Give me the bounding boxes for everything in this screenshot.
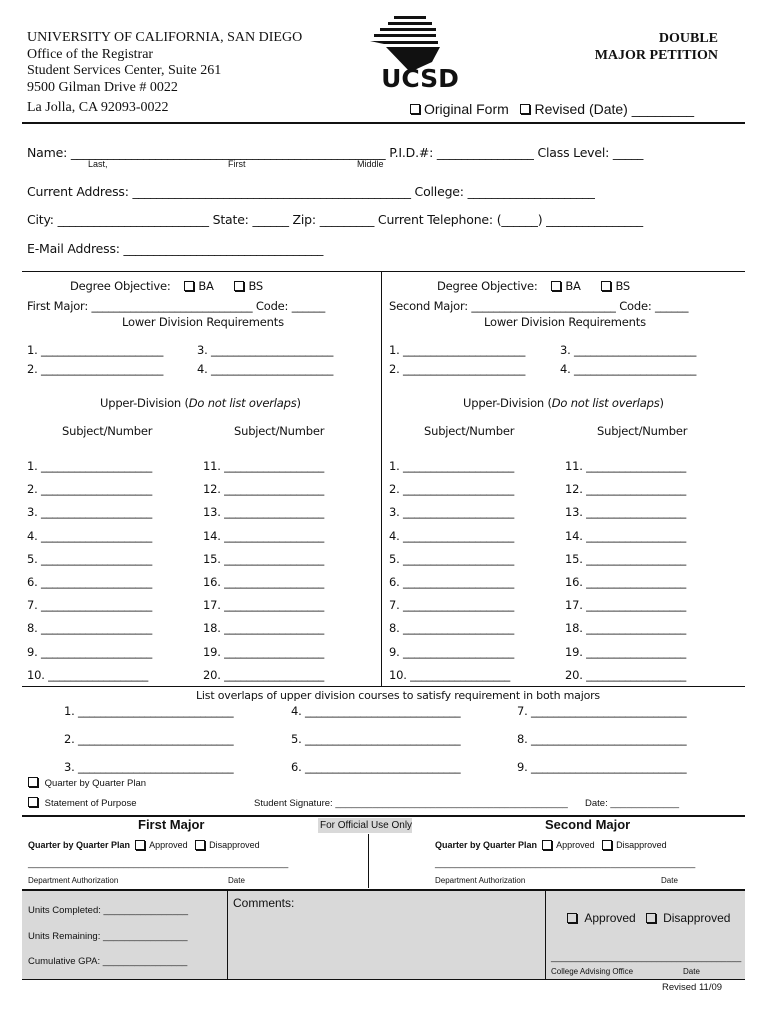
advising-disapproved-label: Disapproved [663,911,731,925]
subject-number-header: Subject/Number [62,424,153,438]
overlap-1[interactable]: 1. ____________________________ [64,704,234,718]
advising-date-label: Date [683,967,700,976]
upper-line[interactable]: 1. ____________________ [27,459,153,473]
upper-line[interactable]: 12. __________________ [203,482,325,497]
approved-label-right: Approved [556,840,595,850]
official-top-border [22,815,745,817]
revised-label[interactable]: Revised (Date) ________ [534,101,695,117]
comments-label[interactable]: Comments: [233,896,295,910]
upper-list-right-b [565,455,686,687]
dept-auth-label-left: Department Authorization [28,876,119,885]
lower-3-left[interactable]: 3. ______________________ [197,343,334,357]
upper-line[interactable]: 18. __________________ [565,621,687,636]
approved-checkbox-right[interactable] [542,840,552,850]
qbq-label-right: Quarter by Quarter Plan [435,840,538,850]
panel-divider-1 [227,891,228,979]
upper-line[interactable]: 14. __________________ [203,528,325,543]
first-major-approval [28,840,260,851]
statement-label: Statement of Purpose [44,798,137,809]
disapproved-label-left: Disapproved [209,840,260,850]
upper-line[interactable]: 8. ____________________ [27,621,153,636]
lower-division-right: Lower Division Requirements [484,315,646,329]
header-divider [22,122,745,124]
units-remaining[interactable]: Units Remaining: ________________ [28,931,188,942]
logo-text: UCSD [381,64,459,90]
ba-label-left: BA [198,279,214,293]
lower-division-left: Lower Division Requirements [122,315,284,329]
student-signature[interactable]: Student Signature: ____________________________________________ [254,798,568,809]
quarter-plan-checkbox[interactable] [28,777,38,787]
upper-italic-right: Do not list overlaps [551,396,660,410]
first-major-heading: First Major [138,817,205,832]
advising-disapproved-checkbox[interactable] [646,913,656,923]
upper-line[interactable]: 20. __________________ [565,667,687,682]
upper-italic-left: Do not list overlaps [188,396,297,410]
upper-line[interactable]: 4. ____________________ [27,528,153,543]
bs-checkbox-right[interactable] [601,281,611,291]
bs-label-right: BS [615,279,631,293]
upper-line[interactable]: 15. __________________ [203,551,325,566]
overlap-6[interactable]: 6. ____________________________ [291,760,461,774]
upper-line[interactable]: 6. ____________________ [389,575,515,590]
official-divider [368,834,369,888]
upper-line[interactable]: 5. ____________________ [389,551,515,566]
overlap-5[interactable]: 5. ____________________________ [291,732,461,746]
upper-line[interactable]: 3. ____________________ [389,505,515,520]
statement-option [28,798,137,809]
quarter-plan-option [28,778,146,789]
college-advising-label: College Advising Office [551,967,634,976]
middle-label: Middle [357,159,384,169]
second-major-field[interactable]: Second Major: __________________________ Code: ______ [389,299,689,313]
lower-2-left[interactable]: 2. ______________________ [27,362,164,376]
second-major-heading: Second Major [545,817,631,832]
column-divider [381,271,382,686]
advising-approval [567,911,730,925]
dept-auth-label-right: Department Authorization [435,876,526,885]
approved-checkbox-left[interactable] [135,840,145,850]
upper-line[interactable]: 8. ____________________ [389,621,515,636]
form-title-line1: DOUBLE [658,31,718,46]
disapproved-checkbox-right[interactable] [602,840,612,850]
upper-line[interactable]: 9. ____________________ [389,644,515,659]
official-use-label: For Official Use Only [320,820,413,831]
form-version [410,101,694,117]
upper-line[interactable]: 14. __________________ [565,528,687,543]
overlap-divider [22,686,745,687]
first-major-field[interactable]: First Major: _____________________________ Code: ______ [27,299,325,313]
upper-line[interactable]: 16. __________________ [565,575,687,590]
original-form-label: Original Form [424,101,509,117]
upper-prefix-right: Upper-Division ( [463,396,552,410]
advising-signature-line[interactable]: ______________________________________ [551,952,742,962]
upper-line[interactable]: 1. ____________________ [389,459,515,473]
upper-line[interactable]: 11. __________________ [203,459,325,473]
university-name: UNIVERSITY OF CALIFORNIA, SAN DIEGO [27,30,303,45]
upper-line[interactable]: 17. __________________ [565,598,687,613]
date-label-left: Date [228,876,245,885]
lower-1-left[interactable]: 1. ______________________ [27,343,164,357]
last-label: Last, [88,159,108,169]
upper-line[interactable]: 17. __________________ [203,598,325,613]
first-label: First [228,159,246,169]
bs-label-left: BS [248,279,264,293]
degree-objective-left [70,279,263,293]
degree-objective-right [437,279,630,293]
revised-checkbox[interactable] [520,104,530,114]
degree-label-left: Degree Objective: [70,279,171,293]
overlap-8[interactable]: 8. ____________________________ [517,732,687,746]
subject-number-header: Subject/Number [234,424,325,438]
upper-line[interactable]: 2. ____________________ [389,482,515,497]
advising-approved-checkbox[interactable] [567,913,577,923]
disapproved-label-right: Disapproved [616,840,667,850]
form-title [560,30,718,64]
upper-line[interactable]: 7. ____________________ [389,598,515,613]
overlap-7[interactable]: 7. ____________________________ [517,704,687,718]
city-address: La Jolla, CA 92093-0022 [27,100,169,115]
statement-checkbox[interactable] [28,797,38,807]
ucsd-logo [370,14,470,90]
panel-divider-2 [545,891,546,979]
address-field[interactable]: Current Address: ______________________________________________ College: _____________________ [27,184,595,199]
upper-suffix-right: ) [659,396,664,410]
office-name: Office of the Registrar [27,46,154,62]
upper-line[interactable]: 12. __________________ [565,482,687,497]
email-field[interactable]: E-Mail Address: _________________________________ [27,241,324,256]
upper-list-right-a [389,455,514,687]
auth-line-left[interactable]: ____________________________________________________ [28,858,289,868]
upper-line[interactable]: 4. ____________________ [389,528,515,543]
revision-note: Revised 11/09 [662,982,723,993]
center-name: Student Services Center, Suite 261 [27,63,222,78]
qbq-label-left: Quarter by Quarter Plan [28,840,131,850]
auth-line-right[interactable]: ____________________________________________________ [435,858,696,868]
city-field[interactable]: City: _________________________ State: ______ Zip: _________ Current Telephone: (______) ________________ [27,212,643,227]
registrar-address [27,30,302,117]
name-field[interactable]: Name: ____________________________________________________ P.I.D.#: ________________ Class Level: _____ [27,145,644,160]
upper-line[interactable]: 18. __________________ [203,621,325,636]
date-label-right: Date [661,876,678,885]
upper-line[interactable]: 10. __________________ [27,667,149,682]
original-form-checkbox[interactable] [410,104,420,114]
upper-line[interactable]: 9. ____________________ [27,644,153,659]
upper-line[interactable]: 13. __________________ [203,505,325,520]
overlap-3[interactable]: 3. ____________________________ [64,760,234,774]
overlap-9[interactable]: 9. ____________________________ [517,760,687,774]
upper-line[interactable]: 5. ____________________ [27,551,153,566]
upper-line[interactable]: 10. __________________ [389,667,511,682]
upper-line[interactable]: 6. ____________________ [27,575,153,590]
advising-approved-label: Approved [584,911,636,925]
upper-line[interactable]: 11. __________________ [565,459,687,473]
upper-line[interactable]: 3. ____________________ [27,505,153,520]
ba-label-right: BA [565,279,581,293]
upper-division-left [100,396,301,410]
ba-checkbox-left[interactable] [184,281,194,291]
upper-line[interactable]: 15. __________________ [565,551,687,566]
overlap-2[interactable]: 2. ____________________________ [64,732,234,746]
form-title-line2: MAJOR PETITION [594,48,718,63]
units-completed[interactable]: Units Completed: ________________ [28,905,189,916]
upper-line[interactable]: 13. __________________ [565,505,687,520]
signature-date[interactable]: Date: _____________ [585,798,680,809]
upper-line[interactable]: 19. __________________ [565,644,687,659]
upper-line[interactable]: 19. __________________ [203,644,325,659]
student-divider [22,271,745,272]
upper-line[interactable]: 7. ____________________ [27,598,153,613]
quarter-plan-label: Quarter by Quarter Plan [44,778,147,789]
upper-line[interactable]: 20. __________________ [203,667,325,682]
upper-prefix-left: Upper-Division ( [100,396,189,410]
upper-list-left-a [27,455,152,687]
approved-label-left: Approved [149,840,188,850]
second-major-approval [435,840,667,851]
disapproved-checkbox-left[interactable] [195,840,205,850]
bs-checkbox-left[interactable] [234,281,244,291]
lower-4-left[interactable]: 4. ______________________ [197,362,334,376]
lower-1-right[interactable]: 1. ______________________ [389,343,526,357]
degree-label-right: Degree Objective: [437,279,538,293]
street-address: 9500 Gilman Drive # 0022 [27,79,178,95]
upper-line[interactable]: 16. __________________ [203,575,325,590]
upper-list-left-b [203,455,324,687]
subject-number-header: Subject/Number [424,424,515,438]
ba-checkbox-right[interactable] [551,281,561,291]
lower-4-right[interactable]: 4. ______________________ [560,362,697,376]
cumulative-gpa[interactable]: Cumulative GPA: ________________ [28,956,188,967]
upper-suffix-left: ) [296,396,301,410]
subject-number-header: Subject/Number [597,424,688,438]
upper-division-right [463,396,664,410]
overlaps-title: List overlaps of upper division courses to satisfy requirement in both majors [196,689,600,702]
upper-line[interactable]: 2. ____________________ [27,482,153,497]
overlap-4[interactable]: 4. ____________________________ [291,704,461,718]
lower-2-right[interactable]: 2. ______________________ [389,362,526,376]
lower-3-right[interactable]: 3. ______________________ [560,343,697,357]
